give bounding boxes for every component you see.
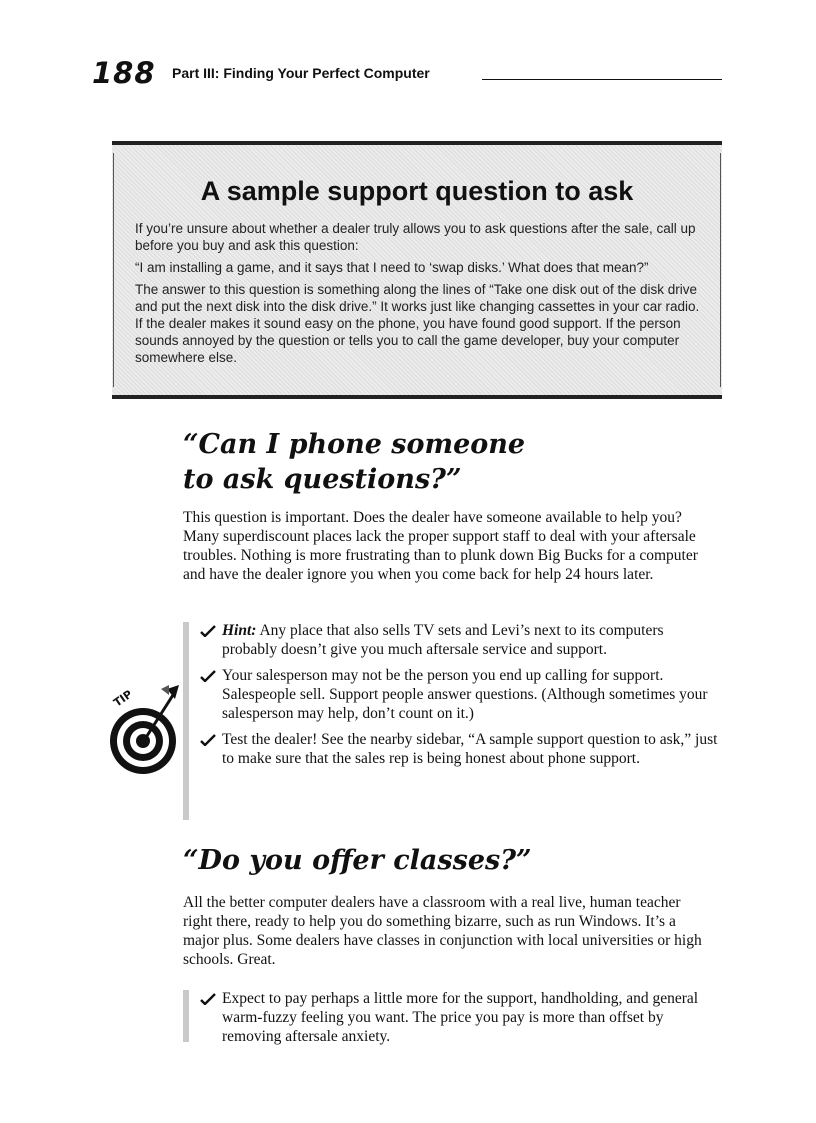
bullet-text: Expect to pay perhaps a little more for the support, handholding, and general warm-fuzzy feeling you want. The price you pay is more than offset by removing aftersale anxiety.: [222, 990, 699, 1045]
checkmark-icon: [200, 734, 216, 746]
checkmark-icon: [200, 625, 216, 637]
classes-bullet-list: [200, 989, 720, 1053]
running-header: [92, 56, 722, 90]
list-item: [200, 621, 720, 659]
body-paragraph-classes: All the better computer dealers have a classroom with a real live, human teacher right there, ready to help you do something bizarre, such as run Windows. It’s a major plus. Some dealers have classes in conjunction with local universities or high schools. Great.: [183, 894, 702, 968]
sidebar-body: [135, 220, 700, 371]
hint-label: Hint:: [222, 622, 257, 639]
bullet-margin-bar: [183, 990, 189, 1042]
checkmark-icon: [200, 670, 216, 682]
section-heading-phone-line1: “Can I phone someone: [183, 429, 526, 460]
bullet-text: Your salesperson may not be the person you end up calling for support. Salespeople sell. Support people answer questions. (Although sometimes your salesperson may help, don’t count on it.): [222, 667, 708, 722]
bullet-text: Test the dealer! See the nearby sidebar, “A sample support question to ask,” just to make sure that the sales rep is being honest about phone support.: [222, 731, 718, 767]
tip-bullet-list: [200, 621, 720, 775]
sidebar-frame: [113, 153, 721, 387]
sidebar-paragraph: “I am installing a game, and it says that I need to ‘swap disks.’ What does that mean?”: [135, 260, 649, 275]
list-item: [200, 666, 720, 723]
sidebar-paragraph: The answer to this question is something along the lines of “Take one disk out of the disk drive and put the next disk into the disk drive.” It works just like changing cassettes in your car radio. If the dealer makes it sound easy on the phone, you have found good support. If the person sounds annoyed by the question or tells you to call the game developer, buy your computer somewhere else.: [135, 282, 700, 365]
sidebar-box: [112, 141, 722, 399]
sidebar-title: A sample support question to ask: [200, 176, 634, 206]
section-heading-classes: “Do you offer classes?”: [183, 845, 532, 876]
body-paragraph-phone: This question is important. Does the dealer have someone available to help you? Many superdiscount places lack the proper support staff to deal with your aftersale troubles. Nothing is more frustrating than to plunk down Big Bucks for a computer and have the dealer ignore you when you come back for help 24 hours later.: [183, 509, 698, 583]
tip-margin-bar: [183, 622, 189, 820]
bullet-text: Any place that also sells TV sets and Levi’s next to its computers probably doesn’t give you much aftersale service and support.: [222, 622, 664, 658]
page-number: 188: [92, 56, 156, 90]
header-rule: [482, 79, 722, 80]
sidebar-paragraph: If you’re unsure about whether a dealer truly allows you to ask questions after the sale, call up before you buy and ask this question:: [135, 221, 696, 253]
tip-icon: [103, 683, 179, 779]
checkmark-icon: [200, 993, 216, 1005]
list-item: [200, 989, 720, 1046]
part-title: Part III: Finding Your Perfect Computer: [172, 65, 430, 81]
tip-label: TIP: [111, 687, 135, 710]
section-heading-phone-line2: to ask questions?”: [183, 464, 462, 495]
list-item: [200, 730, 720, 768]
